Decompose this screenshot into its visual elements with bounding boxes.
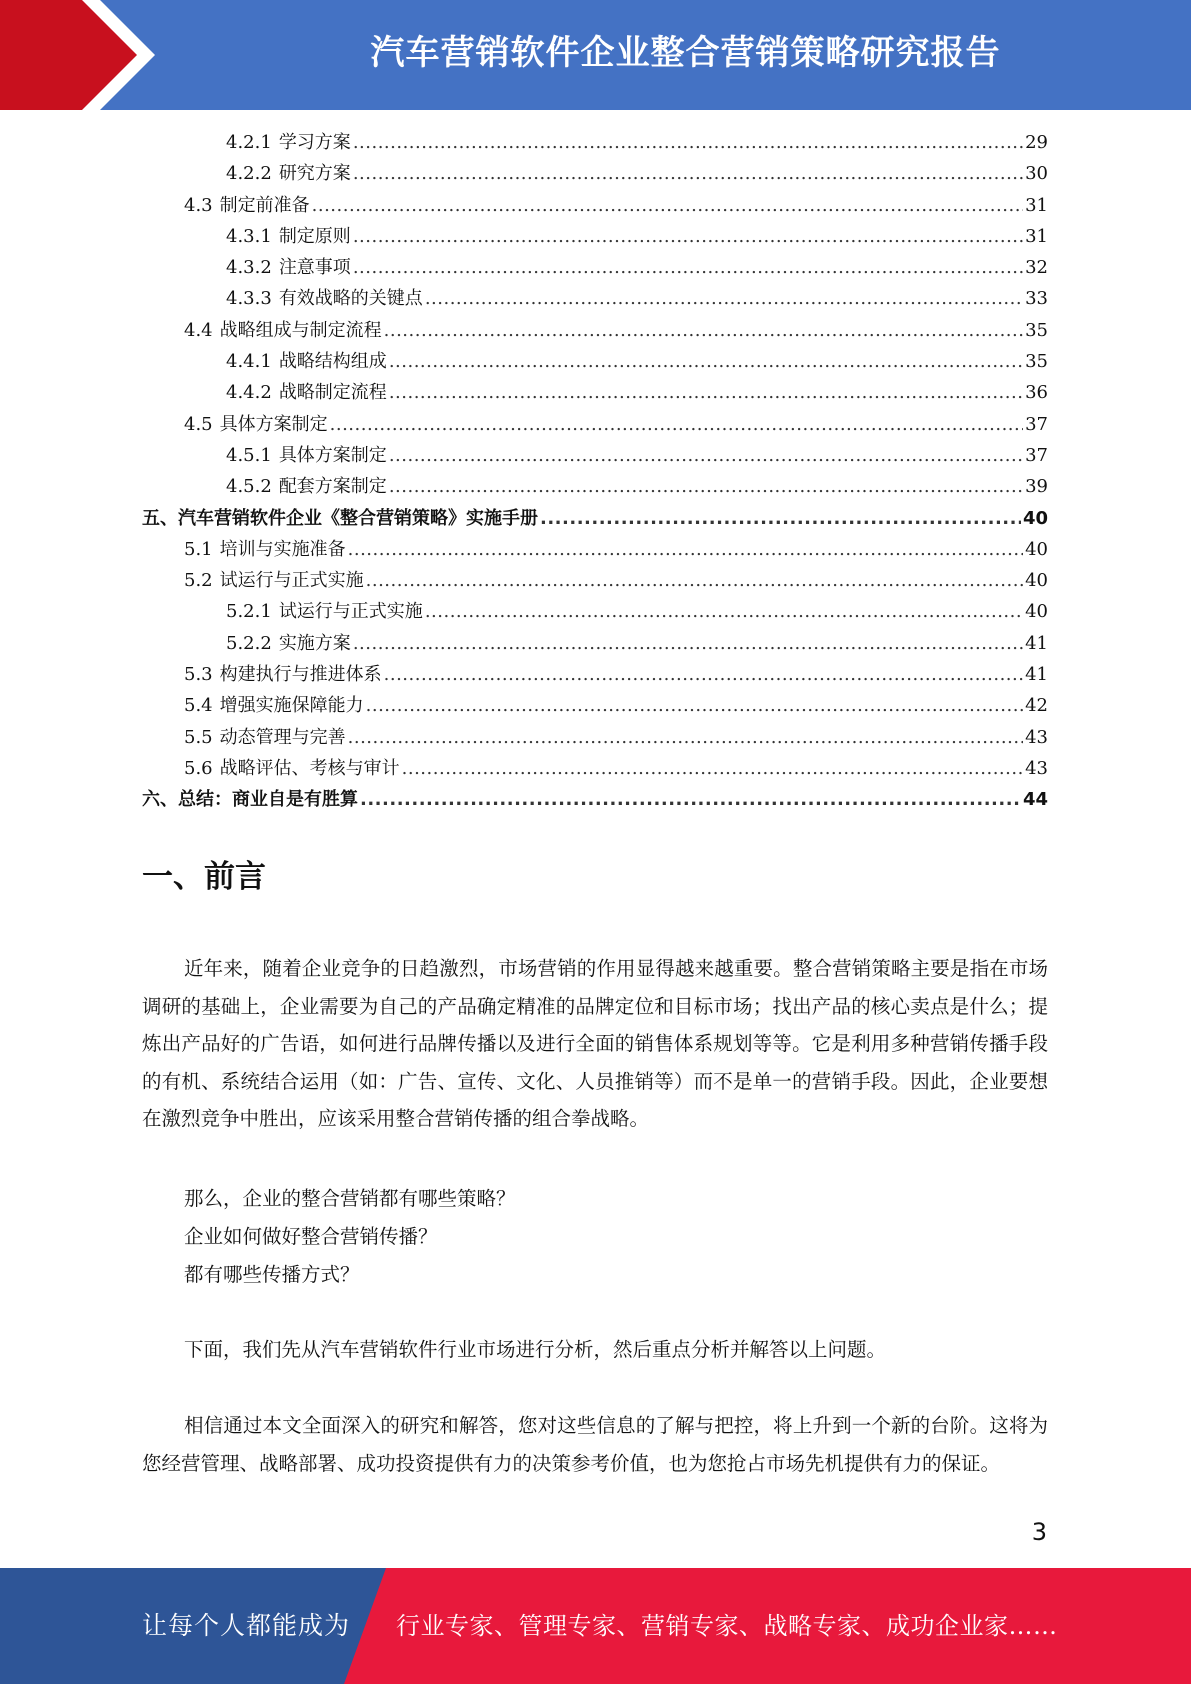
toc-leader-dots [366, 565, 1023, 596]
toc-entry-page: 40 [1022, 507, 1048, 529]
toc-leader-dots [540, 503, 1021, 534]
toc-entry-page: 40 [1025, 538, 1048, 560]
toc-entry-label [226, 283, 423, 314]
toc-entry-text: 战略结构组成 [278, 351, 387, 373]
toc-entry[interactable] [142, 471, 1048, 502]
toc-entry-text: 具体方案制定 [278, 444, 387, 466]
toc-entry-number: 5.3 [184, 664, 213, 686]
toc-entry-text: 有效战略的关键点 [278, 288, 423, 310]
toc-entry[interactable] [142, 753, 1048, 784]
toc-entry-number: 4.4.2 [226, 382, 272, 404]
toc-entry-text: 注意事项 [278, 257, 351, 279]
toc-leader-dots [312, 190, 1023, 221]
section-heading: 一、前言 [142, 859, 266, 895]
toc-entry[interactable] [142, 690, 1048, 721]
toc-entry-page: 30 [1025, 163, 1048, 185]
toc-leader-dots [353, 252, 1023, 283]
toc-entry-label [226, 596, 423, 627]
toc-entry-label [142, 784, 358, 815]
toc-entry-text: 增强实施保障能力 [219, 695, 364, 717]
toc-entry[interactable] [142, 784, 1048, 815]
toc-entry-label [226, 252, 351, 283]
footer-slogan-right: 行业专家、管理专家、营销专家、战略专家、成功企业家…… [396, 1612, 1058, 1640]
toc-entry-number: 5.2.2 [226, 632, 272, 654]
toc-entry[interactable] [142, 252, 1048, 283]
toc-entry-label [226, 377, 387, 408]
toc-entry-text: 五、汽车营销软件企业《整合营销策略》实施手册 [142, 507, 538, 529]
toc-entry-label [184, 190, 310, 221]
toc-entry[interactable] [142, 596, 1048, 627]
toc-entry-page: 37 [1025, 444, 1048, 466]
toc-entry[interactable] [142, 158, 1048, 189]
toc-entry[interactable] [142, 190, 1048, 221]
toc-entry-number: 4.4 [184, 319, 213, 341]
toc-entry-text: 战略组成与制定流程 [219, 319, 382, 341]
toc-entry-label [184, 659, 382, 690]
toc-entry-page: 31 [1025, 225, 1048, 247]
toc-entry-number: 4.5 [184, 413, 213, 435]
toc-entry-label [226, 221, 351, 252]
toc-entry-page: 41 [1025, 664, 1048, 686]
toc-leader-dots [389, 346, 1023, 377]
toc-leader-dots [353, 628, 1023, 659]
toc-entry-label [184, 534, 346, 565]
paragraph-intro: 近年来，随着企业竞争的日趋激烈，市场营销的作用显得越来越重要。整合营销策略主要是指在市场调研的基础上，企业需要为自己的产品确定精准的品牌定位和目标市场；找出产品的核心卖点是什么；提炼出产品好的广告语，如何进行品牌传播以及进行全面的销售体系规划等等。它是利用多种营销传播手段的有机、系统结合运用（如：广告、宣传、文化、人员推销等）而不是单一的营销手段。因此，企业要想在激烈竞争中胜出，应该采用整合营销传播的组合拳战略。 [142, 957, 1048, 1130]
toc-entry-text: 具体方案制定 [219, 413, 328, 435]
toc-entry-text: 制定前准备 [219, 194, 310, 216]
toc-entry-label [226, 127, 351, 158]
toc-leader-dots [402, 753, 1023, 784]
toc-entry-text: 学习方案 [278, 132, 351, 153]
toc-entry[interactable] [142, 503, 1048, 534]
table-of-contents [142, 127, 1048, 816]
toc-entry-page: 39 [1025, 476, 1048, 498]
toc-entry-label [226, 628, 351, 659]
toc-leader-dots [366, 690, 1023, 721]
toc-entry-number: 4.2.1 [226, 132, 272, 153]
toc-entry-number: 4.3.2 [226, 257, 272, 279]
toc-entry-label [184, 690, 364, 721]
toc-entry-label [184, 409, 328, 440]
toc-entry[interactable] [142, 221, 1048, 252]
document-title: 汽车营销软件企业整合营销策略研究报告 [370, 33, 1001, 73]
toc-entry[interactable] [142, 409, 1048, 440]
toc-entry[interactable] [142, 127, 1048, 158]
toc-entry[interactable] [142, 315, 1048, 346]
question-3: 都有哪些传播方式？ [184, 1263, 360, 1286]
toc-entry[interactable] [142, 628, 1048, 659]
page-number: 3 [1031, 1518, 1047, 1546]
toc-entry-page: 44 [1022, 789, 1048, 811]
toc-entry-number: 4.5.2 [226, 476, 272, 498]
toc-entry-text: 配套方案制定 [278, 476, 387, 498]
toc-entry-page: 42 [1025, 695, 1048, 717]
toc-entry-text: 研究方案 [278, 163, 351, 185]
toc-entry-label [142, 503, 538, 534]
toc-leader-dots [360, 784, 1021, 815]
toc-entry-label [226, 440, 387, 471]
toc-leader-dots [389, 471, 1023, 502]
toc-entry-text: 构建执行与推进体系 [219, 664, 382, 686]
toc-entry-number: 5.5 [184, 726, 213, 748]
toc-entry-label [226, 471, 387, 502]
toc-entry[interactable] [142, 440, 1048, 471]
toc-leader-dots [353, 127, 1023, 158]
header-banner [0, 0, 1191, 110]
toc-entry[interactable] [142, 659, 1048, 690]
paragraph-conclusion: 相信通过本文全面深入的研究和解答，您对这些信息的了解与把控，将上升到一个新的台阶。这将为您经营管理、战略部署、成功投资提供有力的决策参考价值，也为您抢占市场先机提供有力的保证。 [142, 1414, 1048, 1475]
toc-entry-label [184, 722, 346, 753]
toc-entry-number: 4.3.1 [226, 225, 272, 247]
toc-leader-dots [384, 659, 1023, 690]
toc-entry-page: 37 [1025, 413, 1048, 435]
toc-entry[interactable] [142, 565, 1048, 596]
toc-leader-dots [348, 722, 1023, 753]
toc-entry-label [184, 565, 364, 596]
toc-leader-dots [425, 283, 1023, 314]
footer-banner [0, 1568, 1191, 1684]
toc-entry-label [226, 346, 387, 377]
toc-entry-page: 35 [1025, 319, 1048, 341]
toc-leader-dots [353, 221, 1023, 252]
toc-entry-number: 5.2 [184, 570, 213, 592]
toc-entry[interactable] [142, 283, 1048, 314]
toc-entry-label [184, 315, 382, 346]
toc-entry-page: 33 [1025, 288, 1048, 310]
toc-entry-number: 4.5.1 [226, 444, 272, 466]
toc-entry-text: 六、总结：商业自是有胜算 [142, 789, 358, 811]
toc-entry-number: 5.6 [184, 757, 213, 779]
toc-entry-text: 培训与实施准备 [219, 538, 346, 560]
toc-entry-number: 4.3.3 [226, 288, 272, 310]
toc-entry-text: 制定原则 [278, 225, 351, 247]
toc-entry-page: 36 [1025, 382, 1048, 404]
toc-entry[interactable] [142, 377, 1048, 408]
toc-leader-dots [425, 596, 1023, 627]
toc-leader-dots [348, 534, 1023, 565]
toc-entry-number: 4.2.2 [226, 163, 272, 185]
toc-leader-dots [353, 158, 1023, 189]
toc-entry-page: 40 [1025, 570, 1048, 592]
toc-entry-label [226, 158, 351, 189]
toc-entry-number: 5.4 [184, 695, 213, 717]
toc-entry-number: 4.3 [184, 194, 213, 216]
toc-leader-dots [389, 440, 1023, 471]
question-2: 企业如何做好整合营销传播？ [184, 1225, 438, 1248]
footer-slogan-left: 让每个人都能成为 [142, 1611, 351, 1640]
toc-leader-dots [384, 315, 1023, 346]
toc-entry-text: 试运行与正式实施 [219, 570, 364, 592]
toc-entry[interactable] [142, 346, 1048, 377]
toc-leader-dots [330, 409, 1023, 440]
toc-entry-text: 战略评估、考核与审计 [219, 757, 400, 779]
toc-entry-text: 实施方案 [278, 632, 351, 654]
toc-entry-page: 29 [1025, 132, 1048, 153]
toc-entry-number: 5.2.1 [226, 601, 272, 623]
toc-entry-text: 动态管理与完善 [219, 726, 346, 748]
toc-entry-page: 43 [1025, 726, 1048, 748]
toc-entry-number: 5.1 [184, 538, 213, 560]
toc-entry-label [184, 753, 400, 784]
toc-entry[interactable] [142, 722, 1048, 753]
toc-entry-text: 试运行与正式实施 [278, 601, 423, 623]
toc-leader-dots [389, 377, 1023, 408]
toc-entry[interactable] [142, 534, 1048, 565]
toc-entry-number: 4.4.1 [226, 351, 272, 373]
question-1: 那么，企业的整合营销都有哪些策略？ [184, 1187, 516, 1210]
toc-entry-page: 40 [1025, 601, 1048, 623]
toc-entry-page: 31 [1025, 194, 1048, 216]
toc-entry-text: 战略制定流程 [278, 382, 387, 404]
toc-entry-page: 32 [1025, 257, 1048, 279]
toc-entry-page: 43 [1025, 757, 1048, 779]
paragraph-next: 下面，我们先从汽车营销软件行业市场进行分析，然后重点分析并解答以上问题。 [184, 1338, 887, 1361]
toc-entry-page: 41 [1025, 632, 1048, 654]
toc-entry-page: 35 [1025, 351, 1048, 373]
